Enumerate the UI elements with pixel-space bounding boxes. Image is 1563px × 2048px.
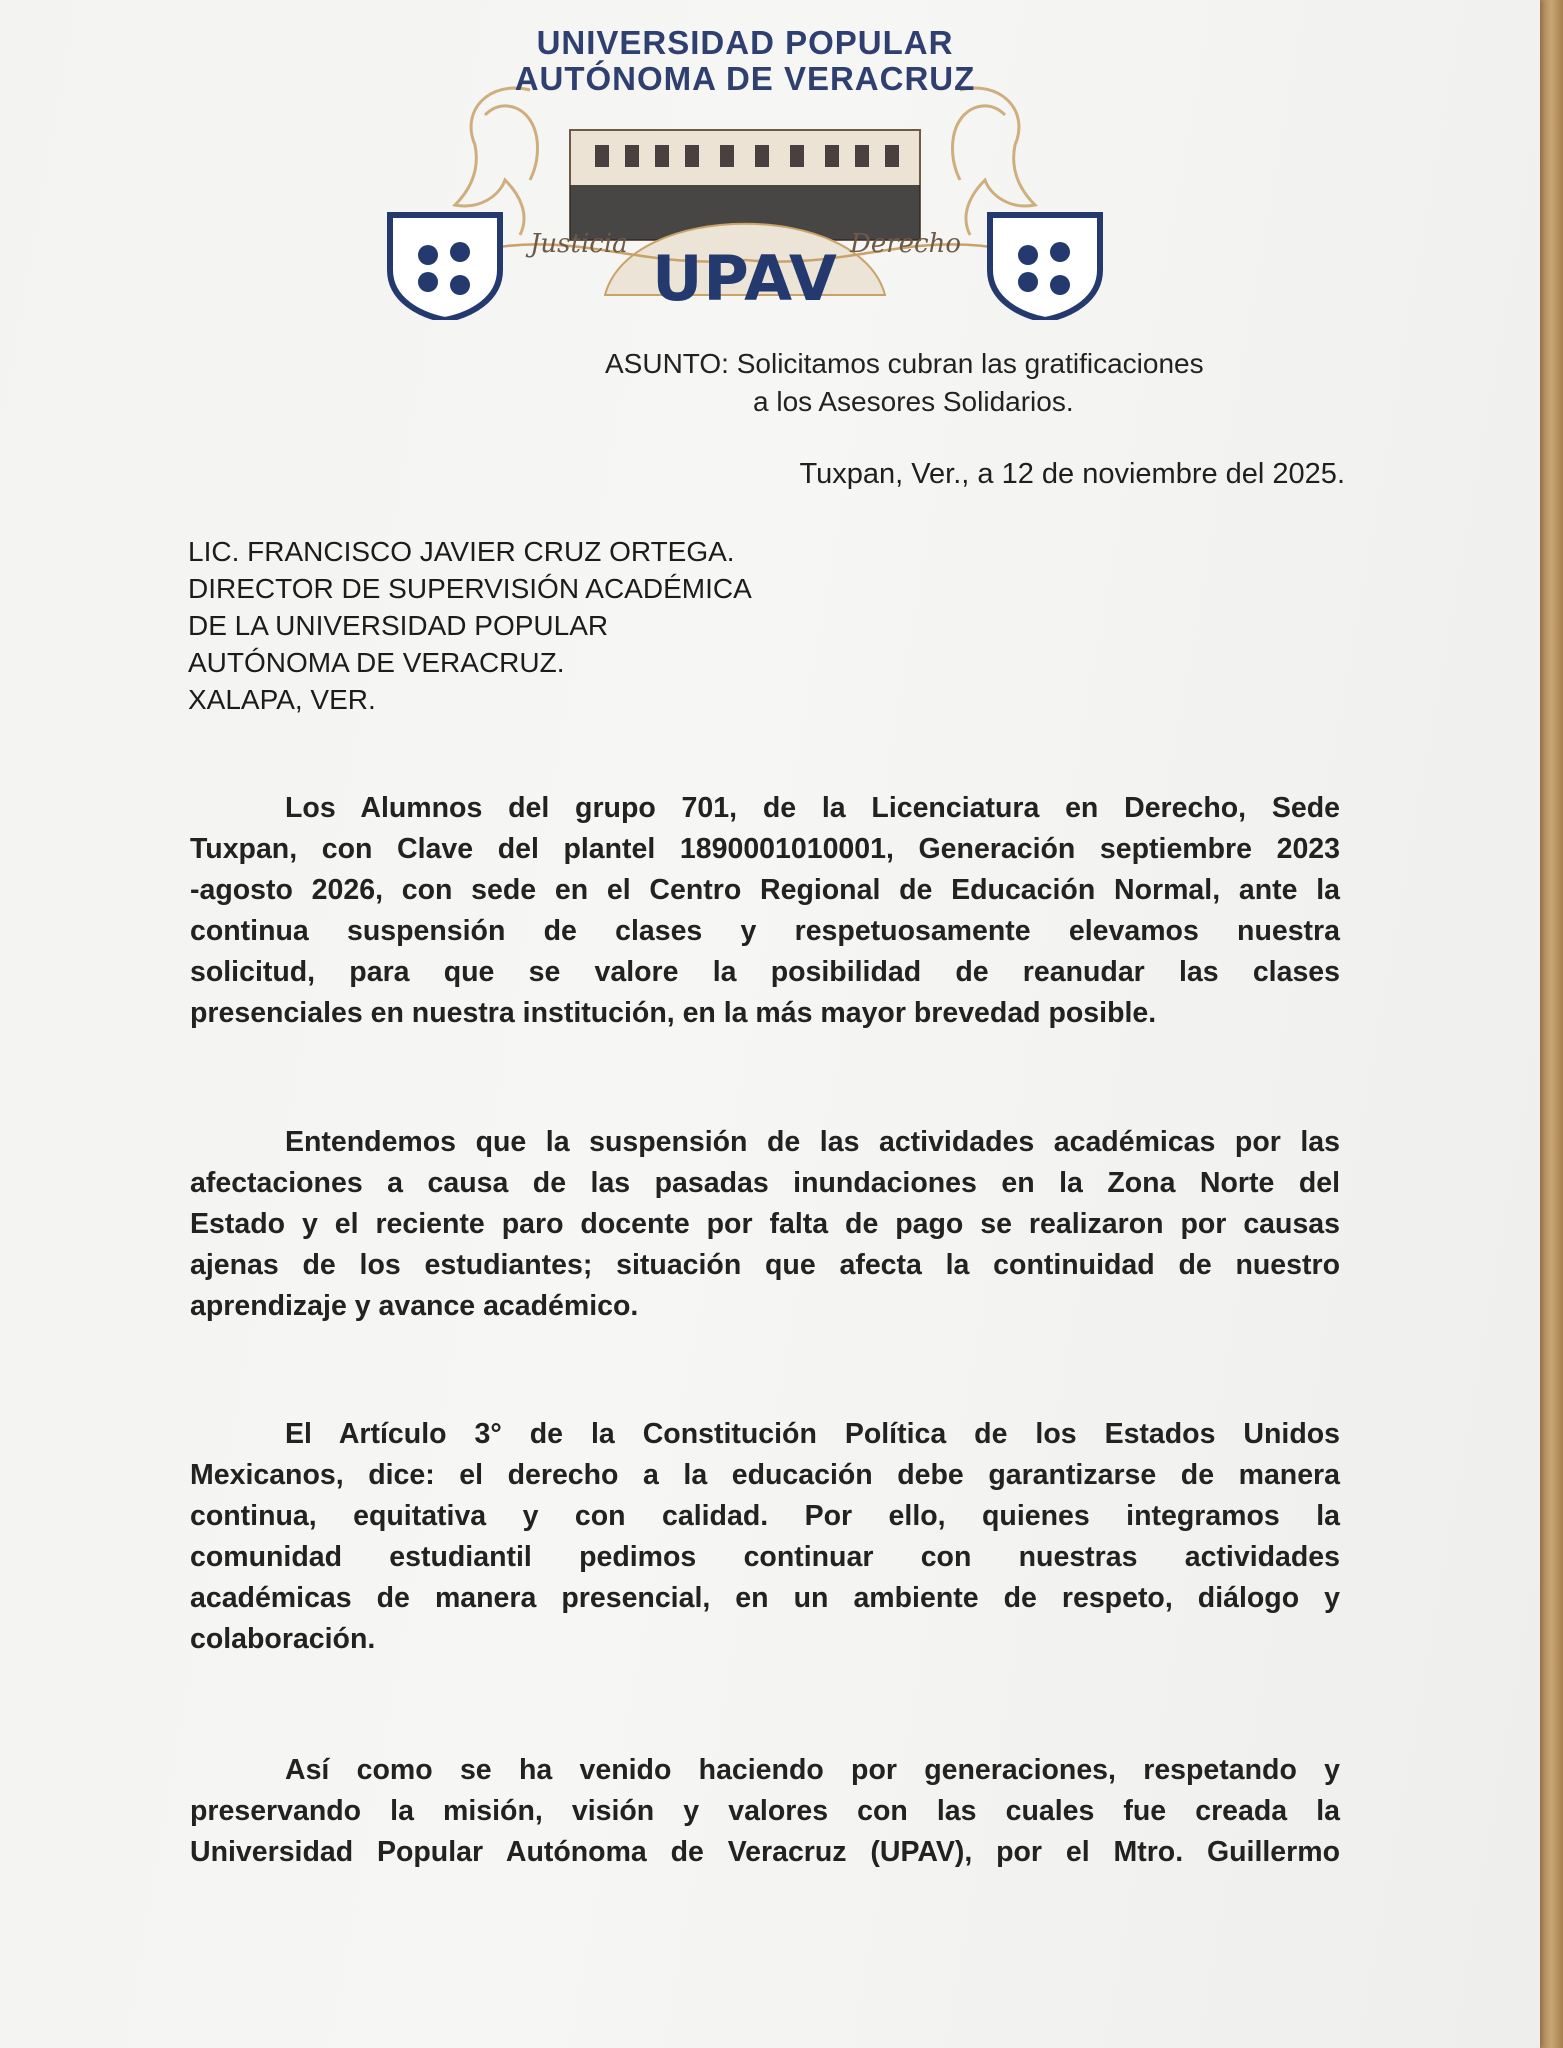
institution-name-line1: UNIVERSIDAD POPULAR — [536, 24, 954, 61]
paragraph-line: solicitud, para que se valore la posibilidad de reanudar las clases — [190, 956, 1340, 988]
recipient-line: XALAPA, VER. — [188, 684, 376, 715]
motto-left: Justicia — [530, 229, 628, 259]
institution-name-line2: AUTÓNOMA DE VERACRUZ — [514, 60, 976, 97]
paragraph-line: Tuxpan, con Clave del plantel 1890001010001, Generación septiembre 2023 — [190, 833, 1340, 865]
paragraph-line: Los Alumnos del grupo 701, de la Licenciatura en Derecho, Sede — [285, 792, 1340, 824]
date-line: Tuxpan, Ver., a 12 de noviembre del 2025. — [799, 458, 1345, 490]
subject-line2: a los Asesores Solidarios. — [753, 386, 1074, 417]
recipient-line: DIRECTOR DE SUPERVISIÓN ACADÉMICA — [188, 573, 752, 604]
paragraph-line: Entendemos que la suspensión de las actividades académicas por las — [285, 1126, 1340, 1158]
paragraph-line: afectaciones a causa de las pasadas inundaciones en la Zona Norte del — [190, 1167, 1340, 1199]
paragraph-line: -agosto 2026, con sede en el Centro Regional de Educación Normal, ante la — [190, 874, 1340, 906]
paragraph-line: ajenas de los estudiantes; situación que afecta la continuidad de nuestro — [190, 1249, 1340, 1281]
body-paragraph-3 — [190, 1414, 1340, 1660]
paragraph-line: preservando la misión, visión y valores con las cuales fue creada la — [190, 1795, 1340, 1827]
recipient-line: DE LA UNIVERSIDAD POPULAR — [188, 610, 609, 641]
recipient-block — [188, 533, 988, 718]
paragraph-line: comunidad estudiantil pedimos continuar con nuestras actividades — [190, 1541, 1340, 1573]
subject-block — [605, 345, 1365, 421]
paragraph-line: Así como se ha venido haciendo por generaciones, respetando y — [285, 1754, 1340, 1786]
background-surface — [1540, 0, 1563, 2048]
letterhead — [380, 20, 1110, 320]
paragraph-line: El Artículo 3° de la Constitución Política de los Estados Unidos — [285, 1418, 1340, 1450]
paragraph-line: aprendizaje y avance académico. — [190, 1290, 639, 1322]
upav-acronym: UPAV — [652, 242, 838, 315]
paragraph-line: Mexicanos, dice: el derecho a la educación debe garantizarse de manera — [190, 1459, 1340, 1491]
paragraph-line: continua, equitativa y con calidad. Por ello, quienes integramos la — [190, 1500, 1340, 1532]
paragraph-line: Universidad Popular Autónoma de Veracruz (UPAV), por el Mtro. Guillermo — [190, 1836, 1340, 1868]
body-paragraph-4 — [190, 1750, 1340, 1873]
motto-right: Derecho — [850, 229, 962, 259]
paragraph-line: continua suspensión de clases y respetuosamente elevamos nuestra — [190, 915, 1340, 947]
body-paragraph-1 — [190, 788, 1340, 1034]
paragraph-line: académicas de manera presencial, en un ambiente de respeto, diálogo y — [190, 1582, 1340, 1614]
paragraph-line: presenciales en nuestra institución, en la más mayor brevedad posible. — [190, 997, 1157, 1029]
body-paragraph-2 — [190, 1122, 1340, 1327]
paragraph-line: colaboración. — [190, 1623, 376, 1655]
subject-line1: ASUNTO: Solicitamos cubran las gratificaciones — [605, 348, 1204, 379]
recipient-line: AUTÓNOMA DE VERACRUZ. — [188, 647, 565, 678]
paragraph-line: Estado y el reciente paro docente por falta de pago se realizaron por causas — [190, 1208, 1340, 1240]
recipient-line: LIC. FRANCISCO JAVIER CRUZ ORTEGA. — [188, 536, 735, 567]
